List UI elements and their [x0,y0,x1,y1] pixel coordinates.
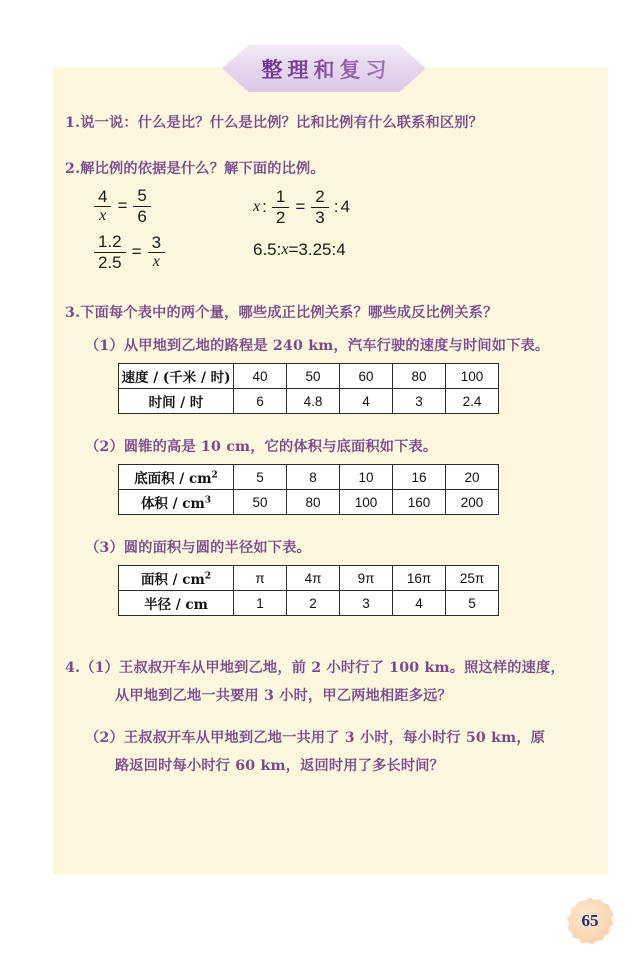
table-cell: 4 [393,591,446,616]
question-4-part-2-line-1: （2）王叔叔开车从甲地到乙地一共用了 3 小时，每小时行 50 km，原 [85,730,546,746]
equation-x-ratio-half [253,188,350,227]
right-term: 4 [340,197,350,217]
table-cell: 100 [340,490,393,515]
question-4-part-1-line-1: 4.（1）王叔叔开车从甲地到乙地，前 2 小时行了 100 km。照这样的速度， [65,660,565,676]
fraction-4-over-x [94,188,111,226]
page-number: 65 [581,911,599,930]
equation-4-over-x [91,187,154,226]
denominator: 3 [315,207,325,227]
equation-block [53,187,608,279]
equals-sign: = [131,242,142,262]
header-text: 体积 / cm [140,496,205,512]
numerator: 2 [311,188,328,208]
numerator: 3 [148,234,165,254]
table-cell: 60 [340,364,393,389]
table-cell: 5 [234,465,287,490]
question-3-part-2-text: （2）圆锥的高是 10 cm，它的体积与底面积如下表。 [85,439,438,455]
table-row [119,566,499,591]
table-row [119,591,499,616]
question-4-part-2-line-2: 路返回时每小时行 60 km，返回时用了多长时间？ [115,758,445,774]
header-text: 半径 / cm [144,597,208,613]
table-cell: 10 [340,465,393,490]
ratio-colon: : [333,197,339,217]
row-header-base-area [119,465,234,490]
header-superscript: 2 [211,470,218,481]
variable-x: x [281,241,289,258]
speed-time-table [118,363,499,414]
row-header-speed: 速度 / (千米 / 时) [119,364,234,389]
fraction-1-over-2 [272,188,289,227]
denominator: 2 [275,207,286,227]
area-radius-table [118,565,499,616]
table-cell: 9π [340,566,393,591]
table-cell: 3 [340,591,393,616]
table-cell: 4 [340,389,393,414]
table-cell: 50 [234,490,287,515]
title-banner [53,45,608,93]
table-cell: π [234,566,287,591]
denominator: 6 [137,206,147,226]
term-a: 6.5 [253,240,277,259]
row-header-time: 时间 / 时 [119,389,234,414]
table-cell: 2.4 [446,389,499,414]
question-4-part-1-line-2: 从甲地到乙地一共要用 3 小时，甲乙两地相距多远？ [115,688,452,704]
ratio-colon: : [262,197,267,217]
ratio-colon: : [331,240,337,259]
row-header-area [119,566,234,591]
fraction-1p2-over-2p5 [94,233,126,272]
numerator: 5 [133,187,150,207]
row-header-radius [119,591,234,616]
ratio-colon: : [276,240,282,259]
table-row [119,364,499,389]
equals-sign: = [288,240,299,259]
equation-1p2-over-2p5 [91,233,168,272]
table-cell: 4π [287,566,340,591]
table-cell: 3 [393,389,446,414]
term-c: 3.25 [298,240,332,259]
table-cell: 1 [234,591,287,616]
term-d: 4 [336,240,346,259]
table-cell: 50 [287,364,340,389]
question-2-text: 2.解比例的依据是什么？解下面的比例。 [65,161,325,177]
header-superscript: 3 [204,495,212,506]
table-cell: 40 [234,364,287,389]
table-cell: 4.8 [287,389,340,414]
page-number-badge [567,898,613,944]
table-row [119,490,499,515]
header-text: 面积 / cm [140,572,205,588]
textbook-page [53,56,608,875]
variable-x: x [253,198,261,216]
table-cell: 80 [287,490,340,515]
table-row [119,389,499,414]
header-superscript: 2 [204,571,212,582]
table-cell: 16π [393,566,446,591]
table-cell: 8 [287,465,340,490]
table-cell: 200 [446,490,499,515]
table-cell: 25π [446,566,499,591]
question-3-part-3-text: （3）圆的面积与圆的半径如下表。 [85,540,311,556]
base-area-volume-table [118,464,499,515]
table-cell: 20 [446,465,499,490]
fraction-3-over-x [148,234,165,272]
fraction-2-over-3 [311,188,328,227]
fraction-5-over-6 [133,187,150,226]
table-cell: 6 [234,389,287,414]
numerator: 1.2 [94,233,126,253]
equation-6p5-ratio [253,240,346,260]
table-cell: 160 [393,490,446,515]
row-header-volume [119,490,234,515]
question-1-text: 1.说一说：什么是比？什么是比例？比和比例有什么联系和区别？ [65,115,484,131]
header-text: 底面积 / cm [134,471,212,487]
table-cell: 2 [287,591,340,616]
question-3-part-1-text: （1）从甲地到乙地的路程是 240 km，汽车行驶的速度与时间如下表。 [85,338,550,354]
equals-sign: = [117,196,128,216]
denominator: x [99,207,107,225]
table-cell: 16 [393,465,446,490]
question-3-text: 3.下面每个表中的两个量，哪些成正比例关系？哪些成反比例关系？ [65,305,498,321]
page-title: 整理和复习 [222,45,426,92]
denominator: 2.5 [98,252,122,272]
table-cell: 80 [393,364,446,389]
numerator: 1 [272,188,289,208]
equals-sign: = [295,197,306,217]
table-cell: 100 [446,364,499,389]
numerator: 4 [94,188,111,208]
table-cell: 5 [446,591,499,616]
denominator: x [152,253,160,271]
table-row [119,465,499,490]
